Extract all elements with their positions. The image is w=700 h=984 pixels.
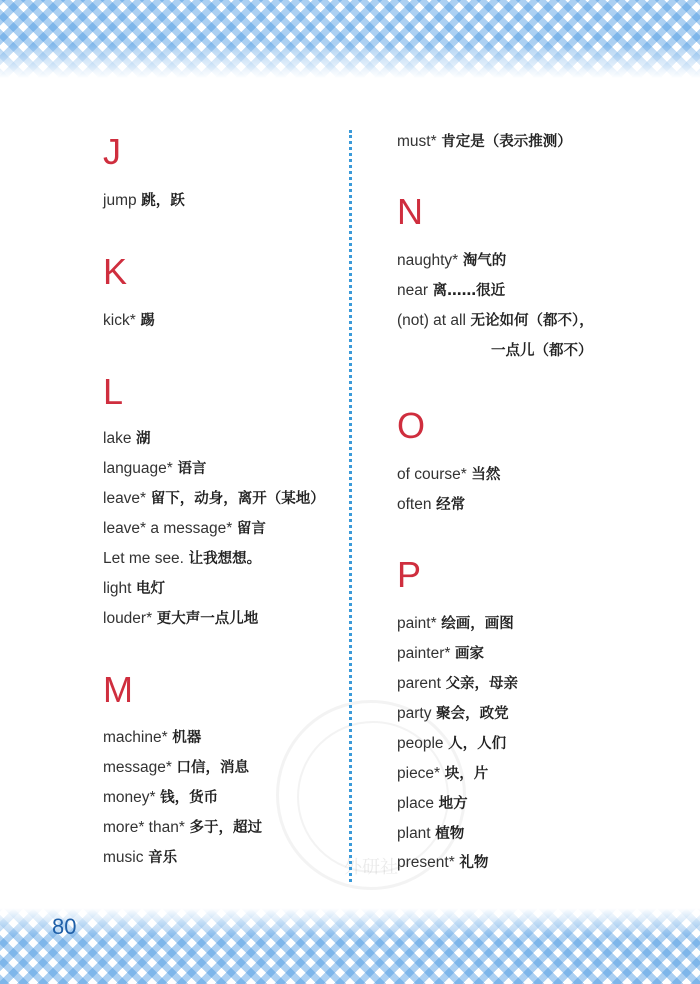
vocab-english: place	[397, 795, 435, 812]
vocab-entry	[397, 465, 500, 485]
vocab-english: present*	[397, 854, 455, 871]
vocab-entry	[103, 311, 155, 331]
vocab-entry	[103, 788, 218, 808]
vocab-chinese: 当然	[471, 467, 501, 483]
vocab-entry	[103, 728, 201, 748]
vocab-english: of course*	[397, 466, 467, 483]
vocab-chinese: 淘气的	[462, 253, 507, 269]
vocab-chinese: 块，片	[444, 766, 489, 782]
vocab-english: near	[397, 282, 429, 299]
vocab-english: plant	[397, 825, 431, 842]
vocab-chinese: 更大声一点儿地	[156, 611, 259, 627]
vocab-english: light	[103, 580, 132, 597]
vocab-english: painter*	[397, 645, 451, 662]
vocab-english: (not) at all	[397, 312, 466, 329]
vocab-chinese: 一点儿（都不）	[491, 343, 593, 359]
vocab-english: piece*	[397, 765, 441, 782]
vocab-entry	[103, 609, 258, 629]
vocab-chinese: 钱，货币	[160, 790, 219, 806]
vocab-entry	[103, 519, 266, 539]
section-letter-m: M	[103, 669, 133, 710]
vocab-chinese: 口信，消息	[176, 760, 250, 776]
vocab-chinese: 多于，超过	[189, 820, 262, 836]
vocab-english: louder*	[103, 610, 153, 627]
vocab-chinese: 经常	[436, 497, 466, 513]
top-gingham-border	[0, 0, 700, 78]
vocab-chinese: 音乐	[148, 850, 178, 866]
vocab-entry	[397, 824, 464, 844]
vocab-english: language*	[103, 460, 173, 477]
vocab-chinese: 人，人们	[448, 736, 507, 752]
vocab-entry	[397, 674, 518, 694]
vocab-chinese: 跳，跃	[141, 193, 185, 209]
vocab-english: kick*	[103, 312, 136, 329]
vocab-chinese: 绘画，画图	[441, 616, 514, 632]
vocab-chinese: 留言	[236, 521, 266, 537]
vocab-entry	[103, 549, 261, 569]
vocab-english: naughty*	[397, 252, 459, 269]
vocab-chinese: 无论如何（都不），	[470, 313, 594, 329]
vocab-english: machine*	[103, 729, 168, 746]
vocab-chinese: 湖	[136, 431, 151, 447]
section-letter-p: P	[397, 554, 422, 595]
vocab-entry	[103, 429, 151, 449]
vocab-entry	[103, 489, 325, 509]
vocab-english: often	[397, 496, 432, 513]
vocab-entry	[397, 281, 505, 301]
vocab-entry	[103, 848, 177, 868]
section-letter-k: K	[103, 251, 128, 292]
vocab-entry	[103, 191, 185, 211]
vocab-entry	[397, 734, 506, 754]
vocab-entry	[397, 132, 572, 152]
vocab-entry	[397, 853, 488, 873]
vocab-entry	[397, 251, 506, 271]
vocab-chinese: 植物	[435, 826, 465, 842]
vocab-entry	[103, 758, 249, 778]
vocab-chinese: 画家	[455, 646, 485, 662]
section-letter-l: L	[103, 371, 124, 412]
vocab-entry	[103, 579, 165, 599]
vocab-english: leave* a message*	[103, 520, 233, 537]
vocab-english: more* than*	[103, 819, 185, 836]
vocab-entry	[397, 495, 465, 515]
vocab-entry	[397, 311, 594, 331]
vocab-chinese: 踢	[140, 313, 155, 329]
vocab-entry	[397, 614, 514, 634]
vocab-chinese: 地方	[438, 796, 468, 812]
bottom-gingham-border	[0, 908, 700, 984]
vocab-english: lake	[103, 430, 132, 447]
vocab-english: party	[397, 705, 432, 722]
vocab-english: music	[103, 849, 144, 866]
vocab-entry-continuation	[491, 341, 593, 361]
vocab-chinese: 聚会，政党	[436, 706, 509, 722]
vocab-chinese: 肯定是（表示推测）	[441, 134, 572, 150]
column-divider	[349, 130, 352, 882]
vocab-english: paint*	[397, 615, 437, 632]
vocab-english: message*	[103, 759, 172, 776]
section-letter-o: O	[397, 405, 426, 446]
vocab-english: parent	[397, 675, 441, 692]
vocab-entry	[397, 794, 468, 814]
vocab-english: leave*	[103, 490, 147, 507]
vocab-chinese: 让我想想。	[188, 551, 262, 567]
vocab-entry	[397, 764, 488, 784]
vocab-chinese: 离……很近	[432, 283, 506, 299]
vocab-entry	[103, 818, 262, 838]
vocab-entry	[103, 459, 206, 479]
vocab-english: people	[397, 735, 444, 752]
section-letter-n: N	[397, 191, 423, 232]
vocab-entry	[397, 644, 484, 664]
vocab-english: Let me see.	[103, 550, 184, 567]
vocab-chinese: 父亲，母亲	[445, 676, 519, 692]
vocab-english: jump	[103, 192, 137, 209]
section-letter-j: J	[103, 131, 121, 172]
vocab-english: money*	[103, 789, 156, 806]
vocab-chinese: 语言	[177, 461, 207, 477]
vocab-chinese: 电灯	[136, 581, 166, 597]
vocab-english: must*	[397, 133, 437, 150]
vocab-chinese: 礼物	[459, 855, 489, 871]
vocab-chinese: 机器	[172, 730, 202, 746]
page-number: 80	[52, 914, 77, 939]
vocab-entry	[397, 704, 509, 724]
vocab-chinese: 留下，动身，离开（某地）	[150, 491, 325, 507]
watermark-text: 外研社	[344, 857, 398, 878]
